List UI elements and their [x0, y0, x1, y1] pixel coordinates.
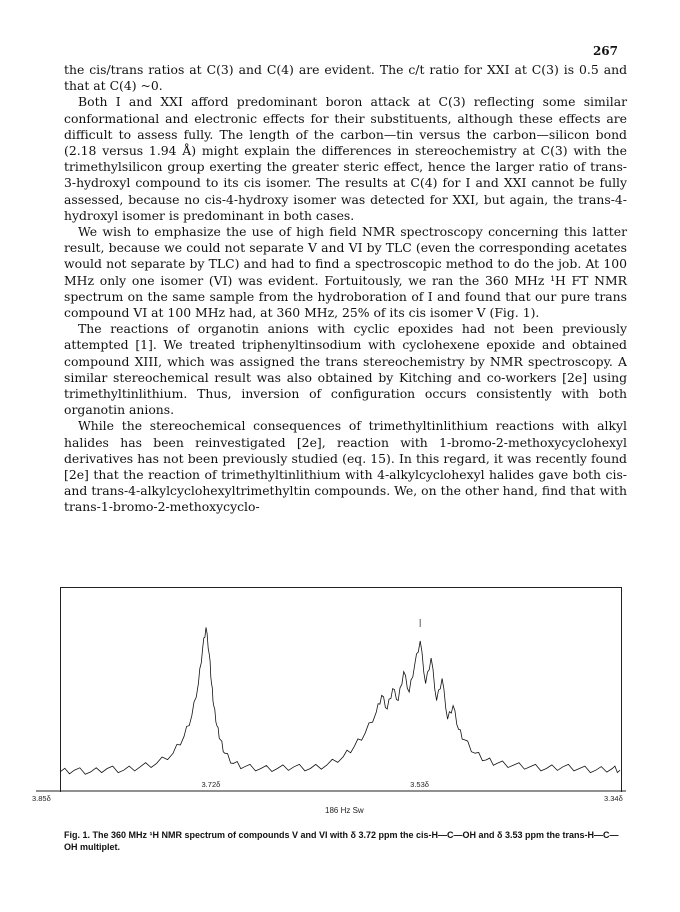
x-tick-label: 3.34δ — [604, 794, 623, 803]
page-number: 267 — [592, 44, 618, 58]
body-text — [64, 62, 627, 516]
paragraph: While the stereochemical consequences of trimethyltinlithium reactions with alkyl halides has been reinvestigated [2e], reaction with 1-bromo-2-methoxycyclohexyl derivatives has not been previously studied (eq. 15). In this regard, it was recently found [2e] that the reaction of trimethyltinlithium with 4-alkylcyclohexyl halides gave both cis- and trans-4-alkylcyclohexyltrimethyltin compounds. We, on the other hand, find that with trans-1-bromo-2-methoxycyclo- — [64, 418, 627, 515]
paragraph: The reactions of organotin anions with cyclic epoxides had not been previously attempted [1]. We treated triphenyltinsodium with cyclohexene epoxide and obtained compound XIII, which was assigned the trans stereochemistry by NMR spectroscopy. A similar stereochemical result was also obtained by Kitching and co-workers [2e] using trimethyltinlithium. Thus, inversion of configuration occurs consistently with both organotin anions. — [64, 321, 627, 418]
nmr-figure — [30, 587, 650, 827]
paragraph: the cis/trans ratios at C(3) and C(4) are evident. The c/t ratio for XXI at C(3) is 0.5 and that at C(4) ~0. — [64, 62, 627, 94]
spectrum-trace — [60, 627, 620, 774]
x-axis-label: 186 Hz Sw — [325, 806, 364, 815]
figure-caption: Fig. 1. The 360 MHz ¹H NMR spectrum of compounds V and VI with δ 3.72 ppm the cis-H—C—OH and δ 3.53 ppm the trans-H—C—OH multiplet. — [64, 830, 619, 852]
x-tick-label: 3.85δ — [32, 794, 51, 803]
nmr-spectrum — [30, 587, 650, 827]
peak-annotation: 3.72δ — [201, 780, 221, 789]
paragraph: Both I and XXI afford predominant boron attack at C(3) reflecting some similar conformational and electronic effects for their substituents, although these effects are difficult to assess fully. The length of the carbon—tin versus the carbon—silicon bond (2.18 versus 1.94 Å) might explain the differences in stereochemistry at C(3) with the trimethylsilicon group exerting the greater steric effect, hence the larger ratio of trans-3-hydroxyl compound to its cis isomer. The results at C(4) for I and XXI cannot be fully assessed, because no cis-4-hydroxy isomer was detected for XXI, but again, the trans-4-hydroxyl isomer is predominant in both cases. — [64, 94, 627, 223]
paragraph: We wish to emphasize the use of high field NMR spectroscopy concerning this latter result, because we could not separate V and VI by TLC (even the corresponding acetates would not separate by TLC) and had to find a spectroscopic method to do the job. At 100 MHz only one isomer (VI) was evident. Fortuitously, we ran the 360 MHz ¹H FT NMR spectrum on the same sample from the hydroboration of I and found that our pure trans compound VI at 100 MHz had, at 360 MHz, 25% of its cis isomer V (Fig. 1). — [64, 224, 627, 321]
peak-annotation: 3.53δ — [410, 780, 429, 789]
